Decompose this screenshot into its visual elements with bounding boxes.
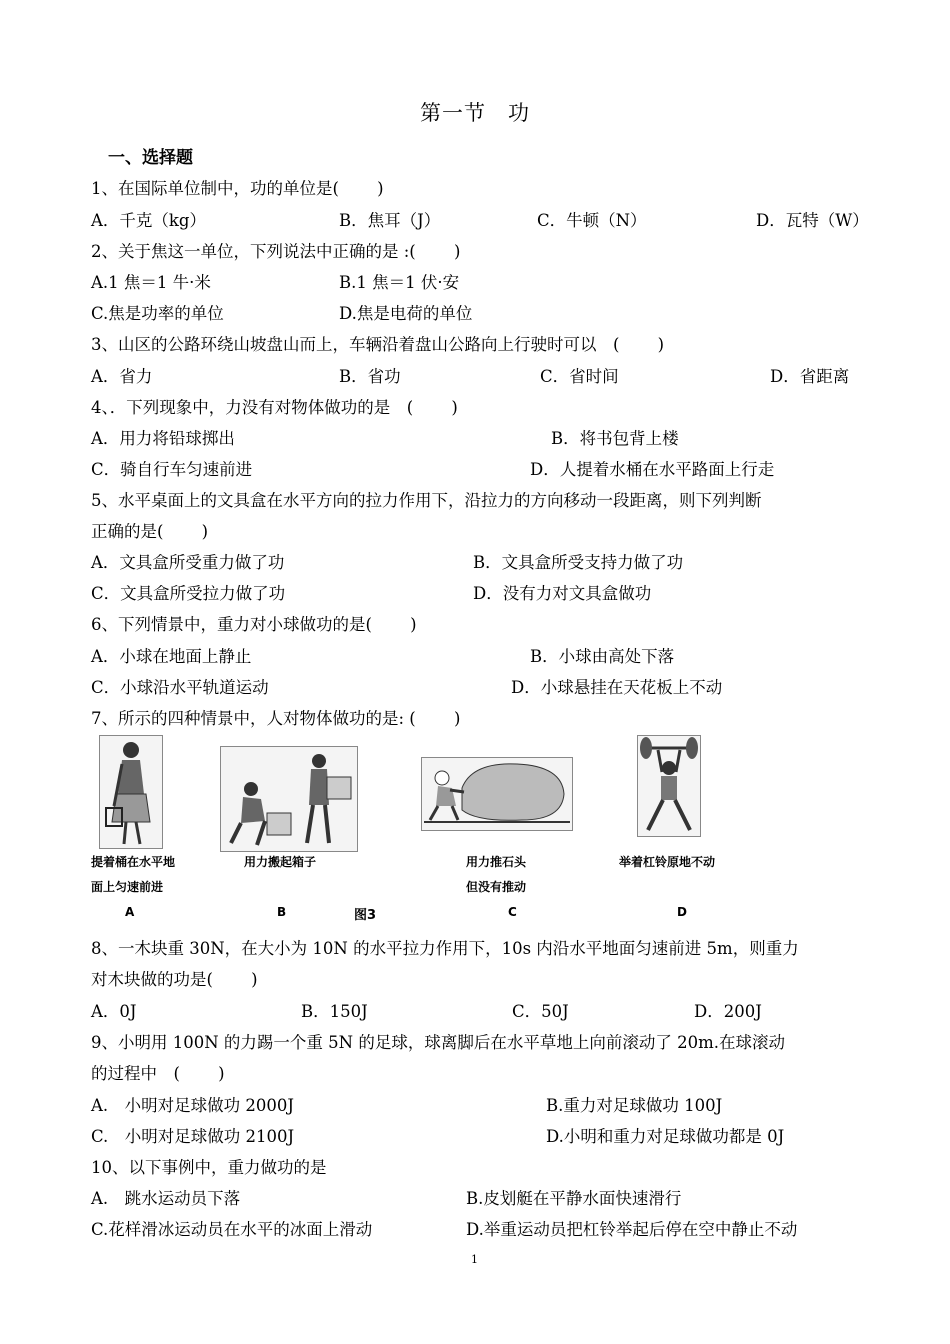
q6-option-b: B．小球由高处下落: [530, 647, 675, 666]
figure-d-weightlifter: [637, 735, 701, 837]
q5-stem-line2: 正确的是( ): [91, 522, 209, 541]
q9-stem-line2: 的过程中 ( ): [91, 1064, 225, 1083]
q8-option-c: C．50J: [512, 1002, 569, 1021]
q6-option-d: D．小球悬挂在天花板上不动: [511, 678, 723, 697]
q9-option-c: C. 小明对足球做功 2100J: [91, 1127, 295, 1146]
caption-a-line2: 面上匀速前进: [91, 880, 164, 894]
q2-option-c: C.焦是功率的单位: [91, 304, 224, 323]
figure-a-carrying-bucket: [99, 735, 163, 849]
caption-c-line2: 但没有推动: [466, 880, 527, 894]
q6-option-c: C．小球沿水平轨道运动: [91, 678, 269, 697]
q1-stem: 1、在国际单位制中，功的单位是( ): [91, 179, 384, 198]
q5-option-d: D．没有力对文具盒做功: [473, 584, 652, 603]
figure-c-pushing-rock: [421, 757, 573, 831]
q5-option-b: B．文具盒所受支持力做了功: [473, 553, 684, 572]
q3-option-d: D．省距离: [770, 367, 850, 386]
q4-stem: 4、．下列现象中，力没有对物体做功的是 ( ): [91, 398, 458, 417]
q1-option-b: B．焦耳（J）: [339, 211, 441, 230]
q10-stem: 10、以下事例中，重力做功的是: [91, 1158, 327, 1177]
figure-label-a: A: [125, 905, 135, 919]
q6-option-a: A．小球在地面上静止: [91, 647, 252, 666]
page-number: 1: [471, 1253, 478, 1266]
figure-b-lifting-box: [220, 746, 358, 852]
q10-option-d: D.举重运动员把杠铃举起后停在空中静止不动: [466, 1220, 798, 1239]
q8-stem-line1: 8、一木块重 30N，在大小为 10N 的水平拉力作用下，10s 内沿水平地面匀速前进 5m，则重力: [91, 939, 799, 958]
q9-option-a: A. 小明对足球做功 2000J: [91, 1096, 295, 1115]
q9-option-b: B.重力对足球做功 100J: [546, 1096, 723, 1115]
caption-d: 举着杠铃原地不动: [619, 855, 716, 869]
title-part2: 功: [508, 101, 530, 125]
q3-option-b: B．省功: [339, 367, 401, 386]
figure-label-d: D: [677, 905, 687, 919]
q4-option-a: A．用力将铅球掷出: [91, 429, 235, 448]
section-heading: 一、选择题: [108, 148, 193, 168]
q10-option-c: C.花样滑冰运动员在水平的冰面上滑动: [91, 1220, 373, 1239]
q1-option-a: A．千克（kg）: [91, 211, 206, 230]
q8-option-b: B．150J: [301, 1002, 368, 1021]
q8-stem-line2: 对木块做的功是( ): [91, 970, 258, 989]
q10-option-b: B.皮划艇在平静水面快速滑行: [466, 1189, 682, 1208]
figure-label-c: C: [508, 905, 517, 919]
q5-option-a: A．文具盒所受重力做了功: [91, 553, 285, 572]
q10-option-a: A. 跳水运动员下落: [91, 1189, 241, 1208]
figure-label-b: B: [277, 905, 287, 919]
q2-option-a: A.1 焦＝1 牛·米: [91, 273, 211, 292]
q5-stem-line1: 5、水平桌面上的文具盒在水平方向的拉力作用下，沿拉力的方向移动一段距离，则下列判断: [91, 491, 762, 510]
q9-stem-line1: 9、小明用 100N 的力踢一个重 5N 的足球，球离脚后在水平草地上向前滚动了 20m.在球滚动: [91, 1033, 785, 1052]
q3-stem: 3、山区的公路环绕山坡盘山而上，车辆沿着盘山公路向上行驶时可以 ( ): [91, 335, 665, 354]
q4-option-c: C．骑自行车匀速前进: [91, 460, 253, 479]
q3-option-c: C．省时间: [540, 367, 619, 386]
caption-a-line1: 提着桶在水平地: [91, 855, 176, 869]
q8-option-d: D．200J: [694, 1002, 762, 1021]
caption-b: 用力搬起箱子: [244, 855, 317, 869]
q6-stem: 6、下列情景中，重力对小球做功的是( ): [91, 615, 417, 634]
q3-option-a: A．省力: [91, 367, 153, 386]
q2-option-b: B.1 焦＝1 伏·安: [339, 273, 460, 292]
q1-option-d: D．瓦特（W）: [756, 211, 869, 230]
figure-number: 图3: [354, 908, 377, 923]
q4-option-d: D．人提着水桶在水平路面上行走: [530, 460, 775, 479]
q7-stem: 7、所示的四种情景中，人对物体做功的是: ( ): [91, 709, 461, 728]
page-title: [0, 97, 950, 127]
title-part1: 第一节: [420, 101, 486, 125]
q1-option-c: C．牛顿（N）: [537, 211, 647, 230]
q9-option-d: D.小明和重力对足球做功都是 0J: [546, 1127, 785, 1146]
caption-c-line1: 用力推石头: [466, 855, 527, 869]
q8-option-a: A．0J: [91, 1002, 137, 1021]
q2-stem: 2、关于焦这一单位，下列说法中正确的是 :( ): [91, 242, 461, 261]
q4-option-b: B．将书包背上楼: [551, 429, 679, 448]
q5-option-c: C．文具盒所受拉力做了功: [91, 584, 286, 603]
q2-option-d: D.焦是电荷的单位: [339, 304, 473, 323]
